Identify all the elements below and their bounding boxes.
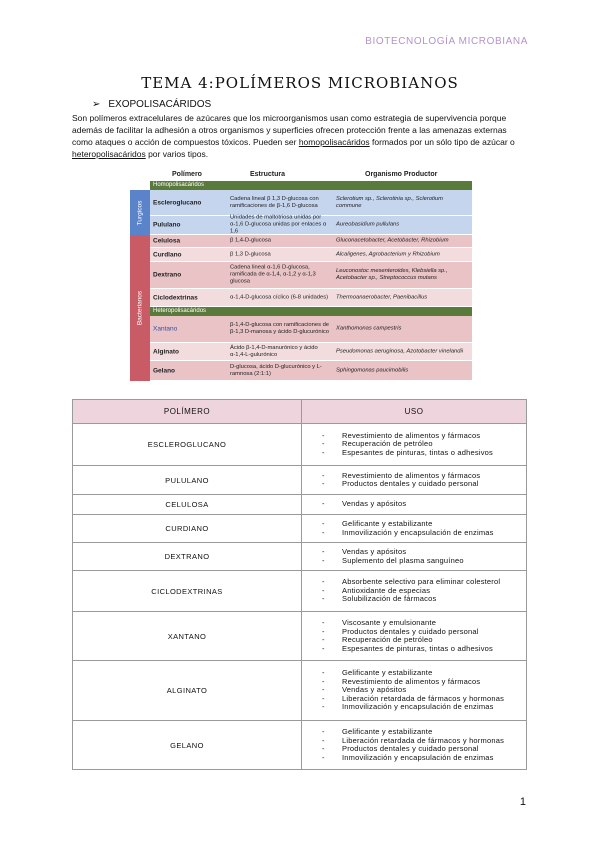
group-label-text: Turgicos bbox=[136, 200, 144, 225]
uses-list bbox=[322, 728, 526, 762]
intro-text: Son polímeros extracelulares de azúcares que los microorganismos usan como estrategia de supervivencia porque además de facilitar la adhesión a otros organismos y superficies ofrecen protección frente a las amenazas externas como ataques o acción de compuestos tóxicos. Pueden ser bbox=[72, 113, 507, 147]
cell-name: Ciclodextrinas bbox=[153, 294, 198, 301]
use-item: - Productos dentales y cuidado personal bbox=[322, 628, 526, 637]
group-label-fungi bbox=[130, 190, 150, 235]
use-item: - Viscosante y emulsionante bbox=[322, 619, 526, 628]
polymer-cell: ALGINATO bbox=[73, 661, 302, 721]
image-table-row bbox=[150, 262, 472, 289]
use-item: - Recuperación de petróleo bbox=[322, 636, 526, 645]
cell-structure: D-glucosa, ácido D-glucurónico y L-ramnosa (2:1:1) bbox=[230, 363, 322, 377]
table-header-row bbox=[73, 400, 527, 424]
use-item: - Solubilización de fármacos bbox=[322, 595, 526, 604]
uses-cell bbox=[302, 543, 527, 571]
term-heteropolisacaridos: heteropolisacáridos bbox=[72, 149, 146, 159]
image-table-row bbox=[150, 316, 472, 343]
use-item: - Inmovilización y encapsulación de enzimas bbox=[322, 529, 526, 538]
use-item: - Antioxidante de especias bbox=[322, 587, 526, 596]
cell-producer: Sclerotium sp., Sclerotinia sp., Sclerotium commune bbox=[336, 195, 443, 209]
image-table-row bbox=[150, 235, 472, 248]
header-cell: Estructura bbox=[250, 171, 286, 178]
uses-cell bbox=[302, 424, 527, 466]
uses-cell bbox=[302, 661, 527, 721]
table-row bbox=[73, 721, 527, 770]
use-item: - Revestimiento de alimentos y fármacos bbox=[322, 432, 526, 441]
cell-producer: Thermoanaerobacter, Paenibacillus bbox=[336, 294, 428, 300]
page-number: 1 bbox=[519, 796, 526, 808]
cell-name: Pululano bbox=[153, 221, 181, 229]
header-cell: Polímero bbox=[172, 171, 202, 178]
uses-list bbox=[322, 578, 526, 604]
intro-paragraph bbox=[72, 112, 524, 160]
cell-name: Dextrano bbox=[153, 271, 182, 279]
cell-name: Curdlano bbox=[153, 251, 182, 258]
use-item: - Productos dentales y cuidado personal bbox=[322, 480, 526, 489]
cell-name: Celulosa bbox=[153, 237, 181, 245]
use-item: - Gelificante y estabilizante bbox=[322, 728, 526, 737]
use-item: - Espesantes de pinturas, tintas o adhesivos bbox=[322, 645, 526, 654]
image-table-row bbox=[150, 361, 472, 381]
group-label-bacteria bbox=[130, 235, 150, 381]
header-polimero: POLÍMERO bbox=[73, 400, 302, 424]
uses-list bbox=[322, 548, 526, 565]
arrow-icon: ➢ bbox=[92, 99, 101, 110]
uses-list bbox=[322, 619, 526, 653]
polymer-cell: PULULANO bbox=[73, 466, 302, 495]
cell-structure: Cadena lineal α-1,6 D-glucosa, ramificada de α-1,4, α-1,2 y α-1,3 glucosa bbox=[230, 264, 316, 285]
cell-name: Escleroglucano bbox=[153, 199, 202, 206]
uses-list bbox=[322, 669, 526, 712]
table-row bbox=[73, 495, 527, 515]
table-row bbox=[73, 515, 527, 543]
use-item: - Liberación retardada de fármacos y hormonas bbox=[322, 695, 526, 704]
use-item: - Gelificante y estabilizante bbox=[322, 520, 526, 529]
table-row bbox=[73, 612, 527, 661]
polymer-cell: XANTANO bbox=[73, 612, 302, 661]
uses-list bbox=[322, 472, 526, 489]
polymer-cell: CELULOSA bbox=[73, 495, 302, 515]
group-label-text: Bacterianos bbox=[136, 290, 144, 326]
polymer-cell: ESCLEROGLUCANO bbox=[73, 424, 302, 466]
uses-cell bbox=[302, 515, 527, 543]
cell-producer: Aureobasidium pullulans bbox=[336, 221, 400, 228]
use-item: - Absorbente selectivo para eliminar colesterol bbox=[322, 578, 526, 587]
use-item: - Revestimiento de alimentos y fármacos bbox=[322, 472, 526, 481]
polymer-cell: DEXTRANO bbox=[73, 543, 302, 571]
table-row bbox=[73, 424, 527, 466]
use-item: - Revestimiento de alimentos y fármacos bbox=[322, 678, 526, 687]
cell-structure: β-1,4-D-glucosa con ramificaciones de β-1,3 D-manosa y ácido D-glucurónico bbox=[230, 322, 330, 335]
use-item: - Vendas y apósitos bbox=[322, 686, 526, 695]
header-cell: Organismo Productor bbox=[365, 171, 438, 178]
section-heading bbox=[92, 99, 211, 110]
image-table-header bbox=[150, 170, 472, 180]
cell-name: Gelano bbox=[153, 367, 176, 374]
cell-structure: β 1,3 D-glucosa bbox=[230, 251, 271, 257]
uses-table bbox=[72, 399, 527, 770]
image-table-row bbox=[150, 190, 472, 216]
table-row bbox=[73, 571, 527, 612]
use-item: - Inmovilización y encapsulación de enzimas bbox=[322, 703, 526, 712]
uses-cell bbox=[302, 721, 527, 770]
image-table-row bbox=[150, 248, 472, 262]
cell-producer: Sphingomonas paucimobilis bbox=[336, 367, 409, 373]
uses-cell bbox=[302, 466, 527, 495]
polymer-cell: CICLODEXTRINAS bbox=[73, 571, 302, 612]
uses-list bbox=[322, 520, 526, 537]
section-label: EXOPOLISACÁRIDOS bbox=[108, 99, 212, 110]
intro-text: por varios tipos. bbox=[145, 149, 209, 159]
cell-structure: Ácido β-1,4-D-manurónico y ácido α-1,4-L-gulurónico bbox=[230, 344, 318, 358]
use-item: - Espesantes de pinturas, tintas o adhesivos bbox=[322, 449, 526, 458]
cell-producer: Xanthomonas campestris bbox=[336, 325, 402, 332]
uses-list bbox=[322, 500, 526, 509]
cell-name: Alginato bbox=[153, 348, 179, 355]
cell-structure: Cadena lineal β 1,3 D-glucosa con ramificaciones de β-1,6 D-glucosa bbox=[230, 195, 319, 209]
image-table-row bbox=[150, 216, 472, 235]
uses-cell bbox=[302, 612, 527, 661]
uses-list bbox=[322, 432, 526, 458]
cell-structure: Unidades de maltotriosa unidas por α-1,6 D-glucosa unidas por enlaces α 1,6 bbox=[230, 214, 327, 235]
subheader-homo: Homopolisacáridos bbox=[150, 181, 472, 190]
polymer-cell: CURDIANO bbox=[73, 515, 302, 543]
use-item: - Vendas y apósitos bbox=[322, 500, 526, 509]
uses-cell bbox=[302, 495, 527, 515]
cell-producer: Leuconostoc mesenteroides, Klebsiella sp., Acetobacter sp., Streptococcus mutans bbox=[336, 268, 448, 281]
image-table-row bbox=[150, 289, 472, 307]
uses-table-body bbox=[73, 424, 527, 770]
page-header: BIOTECNOLOGÍA MICROBIANA bbox=[365, 36, 528, 47]
cell-producer: Gluconacetobacter, Acetobacter, Rhizobium bbox=[336, 237, 449, 244]
table-row bbox=[73, 466, 527, 495]
intro-text: formados por un sólo tipo de azúcar o bbox=[369, 137, 515, 147]
header-uso: USO bbox=[302, 400, 527, 424]
cell-structure: β 1,4-D-glucosa bbox=[230, 237, 272, 244]
cell-producer: Alcaligenes, Agrobacterium y Rhizobium bbox=[336, 251, 440, 257]
page-title: TEMA 4:POLÍMEROS MICROBIANOS bbox=[141, 74, 459, 92]
use-item: - Vendas y apósitos bbox=[322, 548, 526, 557]
cell-name: Xantano bbox=[153, 325, 178, 333]
uses-cell bbox=[302, 571, 527, 612]
table-row bbox=[73, 661, 527, 721]
use-item: - Liberación retardada de fármacos y hormonas bbox=[322, 737, 526, 746]
use-item: - Recuperación de petróleo bbox=[322, 440, 526, 449]
subheader-hetero: Heteropolisacáridos bbox=[150, 307, 472, 316]
table-row bbox=[73, 543, 527, 571]
cell-producer: Pseudomonas aeruginosa, Azotobacter vinelandii bbox=[336, 348, 464, 354]
polymer-cell: GELANO bbox=[73, 721, 302, 770]
term-homopolisacaridos: homopolisacáridos bbox=[298, 137, 370, 147]
use-item: - Suplemento del plasma sanguíneo bbox=[322, 557, 526, 566]
use-item: - Gelificante y estabilizante bbox=[322, 669, 526, 678]
use-item: - Inmovilización y encapsulación de enzimas bbox=[322, 754, 526, 763]
polymer-structure-image bbox=[130, 170, 472, 381]
image-table-row bbox=[150, 343, 472, 361]
use-item: - Productos dentales y cuidado personal bbox=[322, 745, 526, 754]
cell-structure: α-1,4-D-glucosa cíclico (6-8 unidades) bbox=[230, 294, 329, 300]
